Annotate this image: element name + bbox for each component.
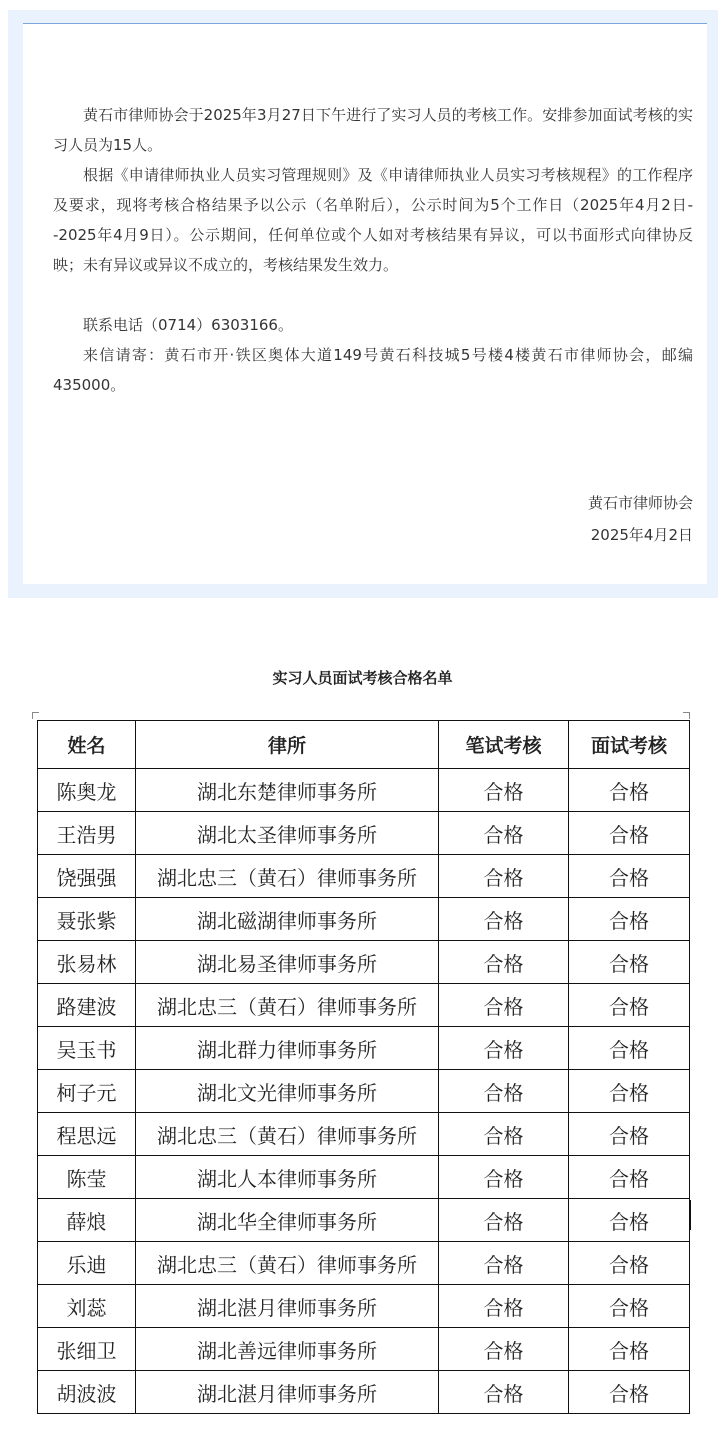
cell-name: 薛烺: [38, 1199, 136, 1242]
table-corner-mark-left: [32, 712, 39, 719]
table-row: [38, 1027, 690, 1070]
cell-written-result: 合格: [439, 769, 569, 812]
table-row: [38, 1328, 690, 1371]
cell-interview-result: 合格: [569, 769, 690, 812]
cell-written-result: 合格: [439, 984, 569, 1027]
cell-name: 陈莹: [38, 1156, 136, 1199]
roster-table: [37, 720, 690, 1414]
cell-interview-result: 合格: [569, 941, 690, 984]
cell-firm: 湖北华全律师事务所: [136, 1199, 439, 1242]
cell-firm: 湖北忠三（黄石）律师事务所: [136, 1242, 439, 1285]
cell-name: 吴玉书: [38, 1027, 136, 1070]
cell-firm: 湖北湛月律师事务所: [136, 1371, 439, 1414]
cell-firm: 湖北忠三（黄石）律师事务所: [136, 855, 439, 898]
cell-interview-result: 合格: [569, 1070, 690, 1113]
table-row: [38, 941, 690, 984]
cell-firm: 湖北善远律师事务所: [136, 1328, 439, 1371]
signature-date: 2025年4月2日: [590, 526, 693, 544]
cell-interview-result: 合格: [569, 1371, 690, 1414]
cell-firm: 湖北易圣律师事务所: [136, 941, 439, 984]
cell-interview-result: 合格: [569, 1285, 690, 1328]
table-row: [38, 1242, 690, 1285]
notice-paragraph-intro: 黄石市律师协会于2025年3月27日下午进行了实习人员的考核工作。安排参加面试考核的实习人员为15人。: [53, 106, 693, 154]
cell-interview-result: 合格: [569, 1242, 690, 1285]
cell-interview-result: 合格: [569, 984, 690, 1027]
cell-written-result: 合格: [439, 1113, 569, 1156]
cell-written-result: 合格: [439, 1285, 569, 1328]
cell-interview-result: 合格: [569, 812, 690, 855]
cell-interview-result: 合格: [569, 1328, 690, 1371]
cell-name: 柯子元: [38, 1070, 136, 1113]
signature-organization: 黄石市律师协会: [587, 494, 693, 512]
cell-firm: 湖北太圣律师事务所: [136, 812, 439, 855]
cell-interview-result: 合格: [569, 1027, 690, 1070]
cell-written-result: 合格: [439, 1156, 569, 1199]
roster-title: 实习人员面试考核合格名单: [272, 669, 453, 687]
cell-written-result: 合格: [439, 812, 569, 855]
notice-body: [23, 23, 707, 584]
cell-written-result: 合格: [439, 1242, 569, 1285]
cell-written-result: 合格: [439, 1027, 569, 1070]
cell-interview-result: 合格: [569, 1113, 690, 1156]
cell-firm: 湖北忠三（黄石）律师事务所: [136, 984, 439, 1027]
cell-name: 乐迪: [38, 1242, 136, 1285]
table-header-row: [38, 721, 690, 769]
cell-written-result: 合格: [439, 941, 569, 984]
notice-panel: [8, 10, 718, 598]
table-row: [38, 1371, 690, 1414]
notice-paragraph-phone: 联系电话（0714）6303166。: [83, 316, 293, 334]
table-row: [38, 1070, 690, 1113]
cell-written-result: 合格: [439, 1371, 569, 1414]
cell-interview-result: 合格: [569, 898, 690, 941]
cell-firm: 湖北群力律师事务所: [136, 1027, 439, 1070]
notice-paragraph-address: 来信请寄：黄石市开·铁区奥体大道149号黄石科技城5号楼4楼黄石市律师协会，邮编435000。: [53, 346, 693, 394]
table-corner-mark-right: [683, 712, 690, 719]
cell-written-result: 合格: [439, 898, 569, 941]
cell-firm: 湖北湛月律师事务所: [136, 1285, 439, 1328]
cell-name: 胡波波: [38, 1371, 136, 1414]
cell-interview-result: 合格: [569, 1199, 690, 1242]
table-row: [38, 855, 690, 898]
table-row: [38, 984, 690, 1027]
cell-firm: 湖北忠三（黄石）律师事务所: [136, 1113, 439, 1156]
cell-written-result: 合格: [439, 1199, 569, 1242]
cell-interview-result: 合格: [569, 855, 690, 898]
cell-written-result: 合格: [439, 855, 569, 898]
table-row: [38, 898, 690, 941]
cell-firm: 湖北磁湖律师事务所: [136, 898, 439, 941]
cell-written-result: 合格: [439, 1070, 569, 1113]
cell-name: 路建波: [38, 984, 136, 1027]
text-cursor-mark: [689, 1200, 691, 1230]
header-interview-exam: 面试考核: [569, 721, 690, 769]
table-row: [38, 1285, 690, 1328]
cell-name: 张易林: [38, 941, 136, 984]
header-firm: 律所: [136, 721, 439, 769]
header-name: 姓名: [38, 721, 136, 769]
table-row: [38, 1199, 690, 1242]
cell-firm: 湖北东楚律师事务所: [136, 769, 439, 812]
cell-firm: 湖北文光律师事务所: [136, 1070, 439, 1113]
cell-name: 程思远: [38, 1113, 136, 1156]
cell-firm: 湖北人本律师事务所: [136, 1156, 439, 1199]
table-row: [38, 769, 690, 812]
cell-written-result: 合格: [439, 1328, 569, 1371]
cell-interview-result: 合格: [569, 1156, 690, 1199]
cell-name: 刘蕊: [38, 1285, 136, 1328]
cell-name: 饶强强: [38, 855, 136, 898]
cell-name: 陈奥龙: [38, 769, 136, 812]
cell-name: 聂张紫: [38, 898, 136, 941]
table-row: [38, 1156, 690, 1199]
table-row: [38, 812, 690, 855]
cell-name: 张细卫: [38, 1328, 136, 1371]
table-row: [38, 1113, 690, 1156]
notice-paragraph-rules: 根据《申请律师执业人员实习管理规则》及《申请律师执业人员实习考核规程》的工作程序及要求，现将考核合格结果予以公示（名单附后），公示时间为5个工作日（2025年4月2日--2025年4月9日）。公示期间，任何单位或个人如对考核结果有异议，可以书面形式向律协反映；未有异议或异议不成立的，考核结果发生效力。: [53, 166, 693, 274]
header-written-exam: 笔试考核: [439, 721, 569, 769]
cell-name: 王浩男: [38, 812, 136, 855]
